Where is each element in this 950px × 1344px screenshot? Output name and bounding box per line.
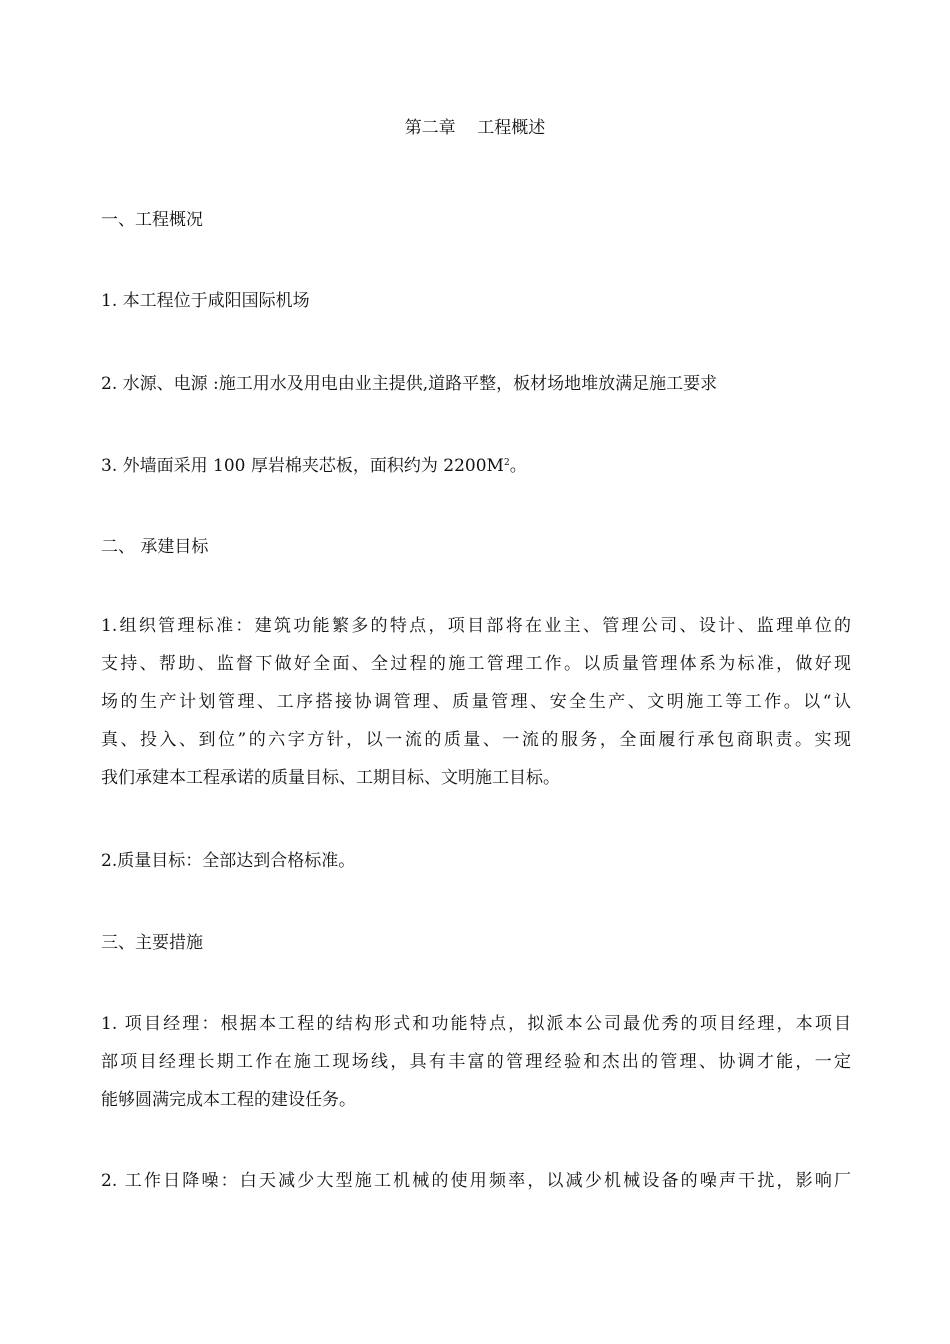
measures-noise-paragraph — [101, 1162, 851, 1200]
overview-item-location: 1. 本工程位于咸阳国际机场 — [101, 291, 310, 311]
square-superscript: 2 — [503, 458, 510, 468]
paragraph-line: 部项目经理长期工作在施工现场线，具有丰富的管理经验和杰出的管理、协调才能，一定 — [101, 1052, 851, 1072]
chapter-title: 第二章 工程概述 — [404, 118, 546, 138]
wall-panel-period: 。 — [509, 456, 527, 476]
paragraph-line: 支持、帮助、监督下做好全面、全过程的施工管理工作。以质量管理体系为标准，做好现 — [101, 654, 851, 674]
section-heading-overview: 一、工程概况 — [101, 210, 203, 230]
paragraph-line: 2. 工作日降噪：白天减少大型施工机械的使用频率，以减少机械设备的噪声干扰，影响厂 — [101, 1171, 851, 1191]
wall-panel-text: 3. 外墙面采用 100 厚岩棉夹芯板，面积约为 2200M — [101, 456, 504, 476]
overview-item-wall-panel — [101, 456, 527, 476]
section-heading-goals: 二、 承建目标 — [101, 537, 209, 557]
paragraph-line: 能够圆满完成本工程的建设任务。 — [101, 1090, 356, 1110]
measures-manager-paragraph — [101, 1005, 851, 1119]
paragraph-line: 真、投入、到位”的六字方针，以一流的质量、一流的服务，全面履行承包商职责。实现 — [101, 730, 851, 750]
paragraph-line: 场的生产计划管理、工序搭接协调管理、质量管理、安全生产、文明施工等工作。以“认 — [101, 692, 851, 712]
goals-management-paragraph — [101, 607, 851, 797]
paragraph-line: 我们承建本工程承诺的质量目标、工期目标、文明施工目标。 — [101, 768, 560, 788]
goals-quality-paragraph: 2.质量目标：全部达到合格标准。 — [101, 851, 356, 871]
section-heading-measures: 三、主要措施 — [101, 933, 203, 953]
overview-item-water-power: 2. 水源、电源 :施工用水及用电由业主提供,道路平整，板材场地堆放满足施工要求 — [101, 374, 718, 394]
paragraph-line: 1.组织管理标准：建筑功能繁多的特点，项目部将在业主、管理公司、设计、监理单位的 — [101, 616, 851, 636]
paragraph-line: 1. 项目经理：根据本工程的结构形式和功能特点，拟派本公司最优秀的项目经理，本项目 — [101, 1014, 851, 1034]
